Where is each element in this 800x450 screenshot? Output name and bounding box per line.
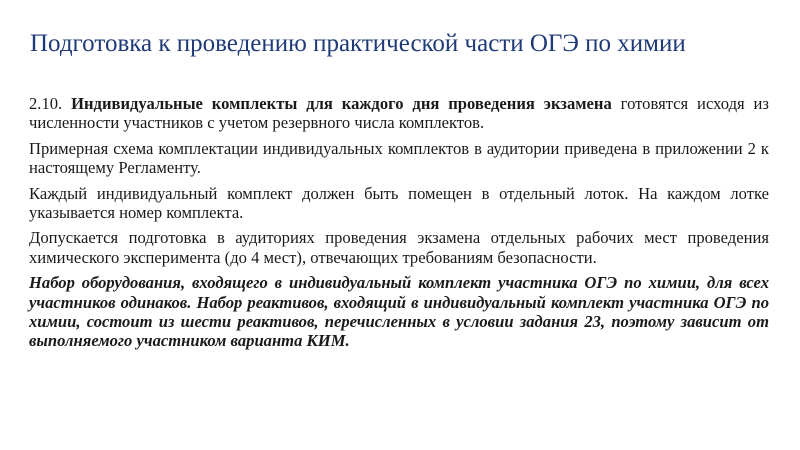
paragraph-equipment-reagents: Набор оборудования, входящего в индивидуальный комплект участника ОГЭ по химии, для всех участников одинаков. Набор реактивов, входящий в индивидуальный комплект участника ОГЭ по химии, состоит из шести реактивов, перечисленных в условии задания 23, поэтому зависит от выполняемого участником варианта КИМ. xyxy=(29,273,769,351)
paragraph-kit-scheme: Примерная схема комплектации индивидуальных комплектов в аудитории приведена в приложении 2 к настоящему Регламенту. xyxy=(29,138,769,178)
slide-title: Подготовка к проведению практической части ОГЭ по химии xyxy=(30,30,686,57)
clause-bold-heading: Индивидуальные комплекты для каждого дня проведения экзамена xyxy=(71,94,612,113)
paragraph-workplaces: Допускается подготовка в аудиториях проведения экзамена отдельных рабочих мест проведения химического эксперимента (до 4 мест), отвечающих требованиям безопасности. xyxy=(29,228,769,267)
slide-body xyxy=(29,94,769,357)
clause-number: 2.10. xyxy=(29,94,63,113)
paragraph-tray: Каждый индивидуальный комплект должен быть помещен в отдельный лоток. На каждом лотке указывается номер комплекта. xyxy=(29,183,769,223)
paragraph-regulation-2-10 xyxy=(29,94,769,133)
clause-text: готовятся исходя из численности участников с учетом резервного числа комплектов. xyxy=(29,94,769,133)
